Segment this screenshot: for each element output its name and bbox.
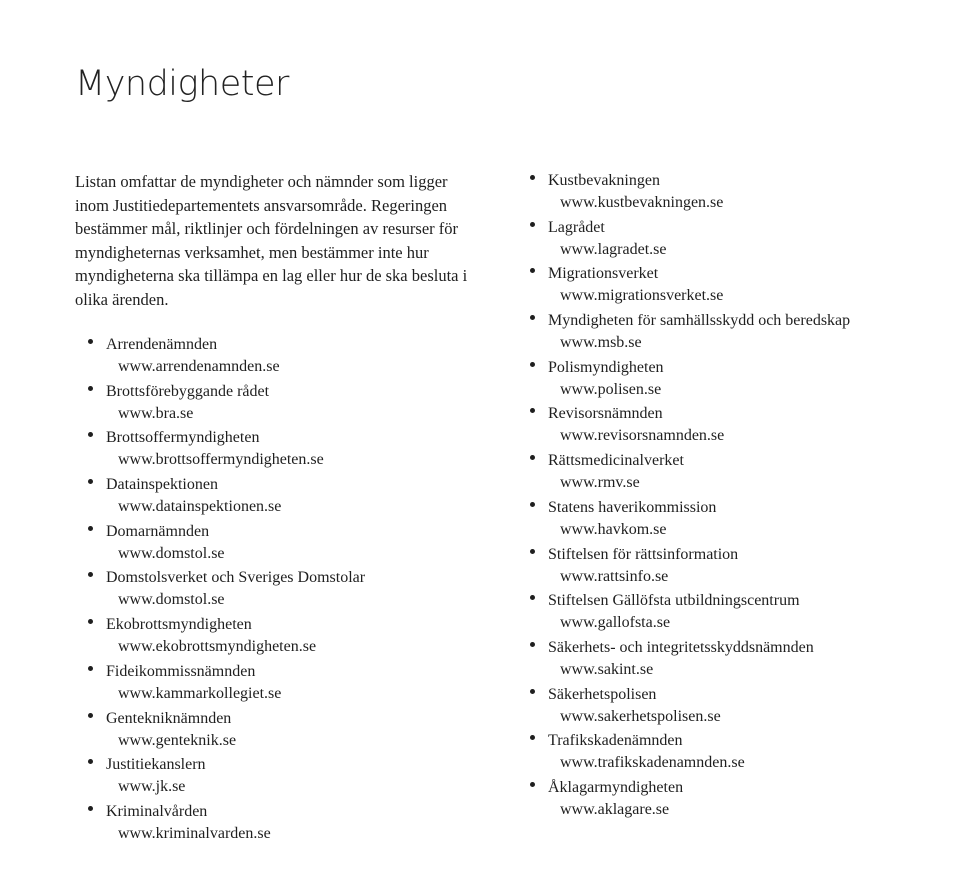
list-item — [530, 357, 850, 404]
list-item — [530, 310, 850, 357]
agency-url: www.arrendenamnden.se — [118, 358, 280, 375]
agency-url: www.rmv.se — [560, 474, 640, 492]
agency-name: Arrendenämnden — [106, 336, 218, 353]
bullet-icon — [530, 362, 535, 367]
list-item — [88, 567, 365, 614]
agency-url: www.migrationsverket.se — [560, 287, 724, 305]
agency-name: Datainspektionen — [106, 476, 218, 494]
bullet-icon — [530, 782, 535, 787]
agency-list-left — [88, 334, 365, 848]
agency-list-right — [530, 170, 850, 824]
bullet-icon — [88, 572, 93, 577]
list-item — [530, 263, 850, 310]
list-item — [88, 334, 365, 381]
list-item — [88, 614, 365, 661]
bullet-icon — [530, 549, 535, 554]
bullet-icon — [530, 222, 535, 227]
intro-paragraph: Listan omfattar de myndigheter och nämnder som ligger inom Justitiedepartementets ansvarsområde. Regeringen bestämmer mål, riktlinjer och fördelningen av resurser för myndigheternas verksamhet, men bestämmer inte hur myndigheterna ska tillämpa en lag eller hur de ska besluta i olika ärenden. — [75, 172, 468, 309]
bullet-icon — [530, 595, 535, 600]
list-item — [88, 427, 365, 474]
list-item — [88, 754, 365, 801]
agency-url: www.havkom.se — [560, 520, 667, 538]
list-item — [530, 403, 850, 450]
list-item — [530, 590, 850, 637]
agency-url: www.genteknik.se — [118, 731, 237, 749]
agency-name: Revisorsnämnden — [548, 405, 663, 423]
agency-url: www.domstol.se — [118, 544, 225, 562]
agency-name: Kriminalvården — [106, 802, 208, 820]
agency-url: www.ekobrottsmyndigheten.se — [118, 638, 317, 656]
agency-name: Stiftelsen Gällöfsta utbildningscentrum — [548, 592, 800, 610]
agency-url: www.revisorsnamnden.se — [560, 427, 725, 445]
list-item — [88, 708, 365, 755]
agency-name: Migrationsverket — [548, 265, 659, 283]
agency-name: Polismyndigheten — [548, 358, 664, 376]
page-title: Myndigheter — [75, 64, 289, 104]
agency-name: Säkerhets- och integritetsskyddsnämnden — [548, 638, 814, 656]
agency-url: www.datainspektionen.se — [118, 498, 282, 516]
agency-url: www.rattsinfo.se — [560, 567, 669, 585]
list-item — [88, 381, 365, 428]
agency-url: www.kammarkollegiet.se — [118, 684, 282, 702]
bullet-icon — [530, 175, 535, 180]
list-item — [88, 521, 365, 568]
list-item — [88, 474, 365, 521]
bullet-icon — [88, 806, 93, 811]
agency-name: Åklagarmyndigheten — [548, 778, 684, 796]
agency-url: www.lagradet.se — [560, 240, 667, 258]
agency-name: Fideikommissnämnden — [106, 662, 256, 680]
agency-url: www.brottsoffermyndigheten.se — [118, 451, 324, 469]
list-item — [530, 217, 850, 264]
list-item — [530, 170, 850, 217]
bullet-icon — [88, 339, 93, 344]
list-item — [530, 450, 850, 497]
bullet-icon — [88, 713, 93, 718]
agency-url: www.polisen.se — [560, 380, 662, 398]
agency-name: Myndigheten för samhällsskydd och beredskap — [548, 312, 851, 330]
agency-name: Justitiekanslern — [106, 756, 206, 774]
bullet-icon — [530, 689, 535, 694]
agency-name: Brottsoffermyndigheten — [106, 429, 260, 447]
agency-name: Trafikskadenämnden — [548, 732, 683, 750]
agency-name: Rättsmedicinalverket — [548, 452, 684, 470]
agency-url: www.aklagare.se — [560, 800, 670, 818]
bullet-icon — [88, 619, 93, 624]
agency-name: Stiftelsen för rättsinformation — [548, 545, 739, 563]
list-item — [88, 661, 365, 708]
bullet-icon — [88, 666, 93, 671]
bullet-icon — [88, 526, 93, 531]
bullet-icon — [530, 268, 535, 273]
bullet-icon — [88, 759, 93, 764]
agency-url: www.trafikskadenamnden.se — [560, 754, 745, 772]
bullet-icon — [530, 735, 535, 740]
list-item — [530, 497, 850, 544]
agency-url: www.sakint.se — [560, 660, 654, 678]
agency-name: Lagrådet — [548, 218, 605, 236]
agency-name: Säkerhetspolisen — [548, 685, 657, 703]
list-item — [530, 684, 850, 731]
bullet-icon — [530, 408, 535, 413]
agency-url: www.gallofsta.se — [560, 614, 671, 632]
agency-url: www.msb.se — [560, 334, 642, 352]
bullet-icon — [530, 455, 535, 460]
list-item — [530, 777, 850, 824]
agency-url: www.domstol.se — [118, 591, 225, 609]
agency-name: Domstolsverket och Sveriges Domstolar — [106, 569, 366, 587]
agency-name: Kustbevakningen — [548, 172, 660, 189]
bullet-icon — [530, 315, 535, 320]
agency-url: www.sakerhetspolisen.se — [560, 707, 721, 725]
agency-name: Brottsförebyggande rådet — [106, 382, 270, 400]
agency-name: Statens haverikommission — [548, 498, 717, 516]
agency-url: www.jk.se — [118, 778, 186, 796]
bullet-icon — [88, 386, 93, 391]
agency-name: Ekobrottsmyndigheten — [106, 616, 252, 634]
list-item — [530, 730, 850, 777]
agency-name: Gentekniknämnden — [106, 709, 232, 727]
bullet-icon — [88, 432, 93, 437]
list-item — [88, 801, 365, 848]
bullet-icon — [530, 642, 535, 647]
bullet-icon — [88, 479, 93, 484]
bullet-icon — [530, 502, 535, 507]
agency-url: www.bra.se — [118, 404, 194, 422]
agency-url: www.kriminalvarden.se — [118, 824, 271, 842]
list-item — [530, 637, 850, 684]
agency-name: Domarnämnden — [106, 522, 210, 540]
list-item — [530, 544, 850, 591]
agency-url: www.kustbevakningen.se — [560, 194, 724, 211]
